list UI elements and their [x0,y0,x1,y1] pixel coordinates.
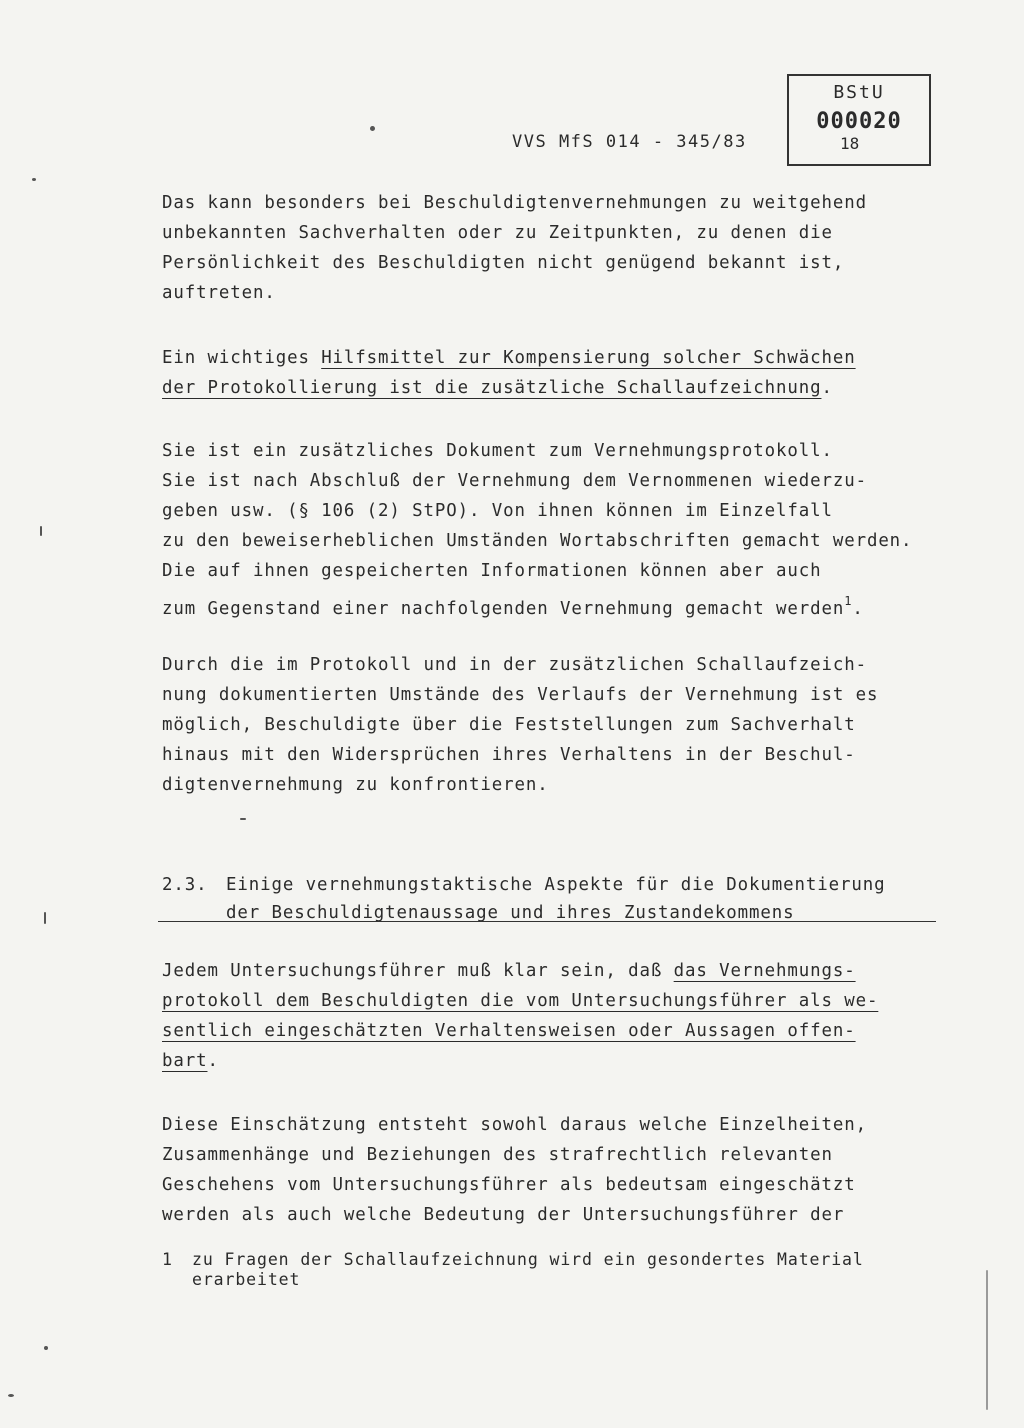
scan-speck [8,1394,14,1397]
paragraph-2 [162,343,942,403]
page-number: 18 [840,134,860,153]
section-title-line-2: der Beschuldigtenaussage und ihres Zustandekommens [226,903,795,923]
paragraph-2-underlined-2: der Protokollierung ist die zusätzliche Schallaufzeichnung [162,378,822,398]
paragraph-2-intro: Ein wichtiges [162,348,322,368]
footnote-reference: 1 [844,594,853,608]
scan-speck [32,178,36,181]
scan-speck [40,526,42,536]
paragraph-3-text: Sie ist ein zusätzliches Dokument zum Vernehmungsprotokoll. Sie ist nach Abschluß der Vernehmung dem Vernommenen wiederzu- geben usw. (§ 106 (2) StPO). Von ihnen können im Einzelfall zu den beweiserheblichen Umständen Wortabschriften gemacht werden. Die auf ihnen gespeicherten Informationen können aber auch zum Gegenstand einer nachfolgenden Vernehmung gemacht werden [162,441,913,619]
scan-speck [240,818,246,820]
paragraph-5 [162,956,942,1076]
paragraph-5-intro: Jedem Untersuchungsführer muß klar sein, daß [162,961,674,981]
paragraph-5-underlined-4: bart [162,1051,208,1071]
scan-speck [370,126,375,131]
section-heading [162,870,962,900]
paragraph-4: Durch die im Protokoll und in der zusätzlichen Schallaufzeich- nung dokumentierten Umstände des Verlaufs der Vernehmung ist es möglich, Beschuldigte über die Feststellungen zum Sachverhalt hinaus mit den Widersprüchen ihres Verhaltens in der Beschul- digtenvernehmung zu konfrontieren. [162,655,879,795]
footnote [162,1250,962,1290]
footnote-mark: 1 [162,1250,173,1269]
section-title-line-1: Einige vernehmungstaktische Aspekte für die Dokumentierung [226,875,886,895]
paragraph-3-end: . [852,599,864,619]
paragraph-5-underlined-2: protokoll dem Beschuldigten die vom Untersuchungsführer als we- [162,991,879,1011]
paragraph-2-end: . [821,378,833,398]
paragraph-6: Diese Einschätzung entsteht sowohl daraus welche Einzelheiten, Zusammenhänge und Beziehungen des strafrechtlich relevanten Geschehens vom Untersuchungsführer als bedeutsam eingeschätzt werden als auch welche Bedeutung der Untersuchungsführer der [162,1115,867,1225]
stamp-number: 000020 [816,109,902,134]
footnote-line-2: erarbeitet [192,1270,301,1289]
paragraph-5-end: . [207,1051,219,1071]
scan-speck [44,1346,48,1350]
paragraph-1: Das kann besonders bei Beschuldigtenvernehmungen zu weitgehend unbekannten Sachverhalten oder zu Zeitpunkten, zu denen die Persönlichkeit des Beschuldigten nicht genügend bekannt ist, auftreten. [162,193,867,303]
section-underline [158,921,936,922]
paragraph-2-underlined-1: Hilfsmittel zur Kompensierung solcher Schwächen [321,348,856,368]
scan-speck [44,912,46,924]
scan-edge-mark [986,1270,988,1410]
paragraph-5-underlined-1: das Vernehmungs- [673,961,856,981]
paragraph-5-underlined-3: sentlich eingeschätzten Verhaltensweisen oder Aussagen offen- [162,1021,856,1041]
stamp-organization: BStU [833,82,885,103]
footnote-line-1: zu Fragen der Schallaufzeichnung wird ein gesondertes Material [192,1250,864,1269]
document-reference: VVS MfS 014 - 345/83 [512,132,747,152]
section-number: 2.3. [162,875,208,895]
paragraph-3 [162,436,942,624]
